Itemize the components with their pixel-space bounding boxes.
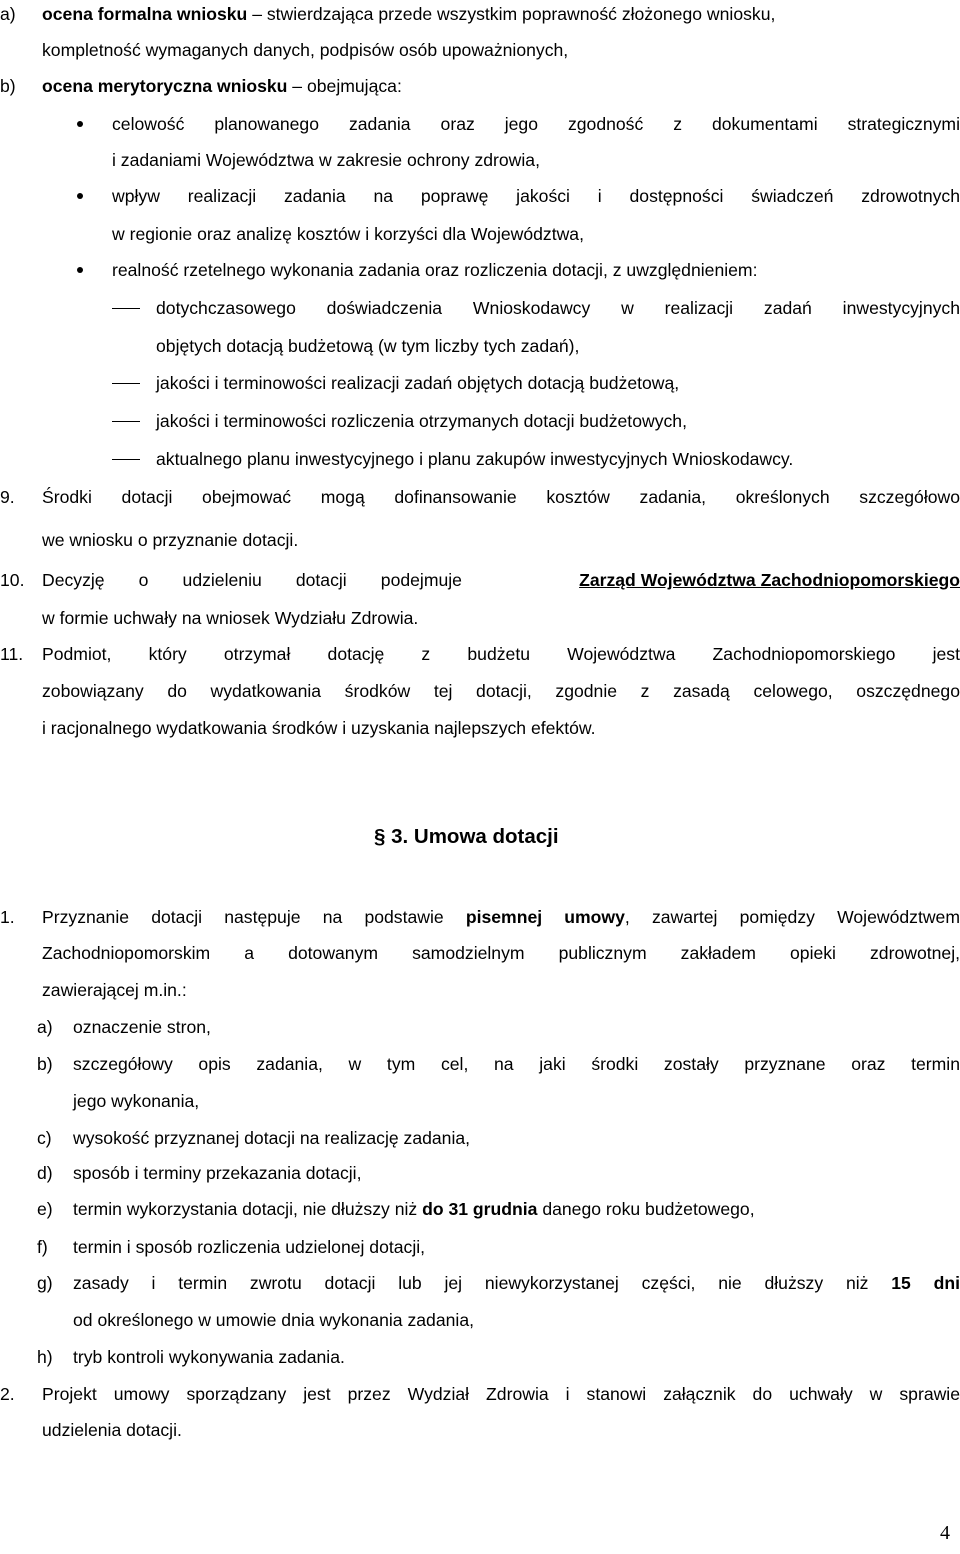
item-10-word: Decyzję <box>42 570 105 590</box>
item-11-line2: zobowiązany do wydatkowania środków tej dotacji, zgodnie z zasadą celowego, oszczędnego <box>42 681 960 701</box>
umowa-1-post: , zawartej pomiędzy Województwem <box>624 907 960 927</box>
item-b-rest: – obejmująca: <box>287 76 402 96</box>
umowa-h-text: tryb kontroli wykonywania zadania. <box>73 1347 345 1367</box>
bullet-2-line1: wpływ realizacji zadania na poprawę jakości i dostępności świadczeń zdrowotnych <box>112 186 960 206</box>
umowa-a-label: a) <box>37 1017 53 1037</box>
item-10-word: udzieleniu <box>182 570 262 590</box>
section-heading <box>374 825 559 849</box>
bullet-1-line1: celowość planowanego zadania oraz jego zgodność z dokumentami strategicznymi <box>112 114 960 134</box>
umowa-2-line1: Projekt umowy sporządzany jest przez Wydział Zdrowia i stanowi załącznik do uchwały w sprawie <box>42 1384 960 1404</box>
umowa-c-label: c) <box>37 1128 52 1148</box>
dash-1-line2: objętych dotacją budżetową (w tym liczby tych zadań), <box>156 336 580 356</box>
item-10-number: 10. <box>0 570 25 590</box>
item-10-word: podejmuje <box>380 570 462 590</box>
umowa-f-text: termin i sposób rozliczenia udzielonej dotacji, <box>73 1237 426 1257</box>
umowa-1-line3: zawierającej m.in.: <box>42 980 187 1000</box>
item-10-pre <box>42 568 462 592</box>
umowa-a-text: oznaczenie stron, <box>73 1017 211 1037</box>
bullet-1-line2: i zadaniami Województwa w zakresie ochrony zdrowia, <box>112 150 540 170</box>
dash-1-marker <box>112 308 140 309</box>
item-b-line1 <box>42 74 402 98</box>
umowa-1-pre: Przyznanie dotacji następuje na podstawie <box>42 907 466 927</box>
umowa-g-label: g) <box>37 1273 53 1293</box>
umowa-e-bold: do 31 grudnia <box>422 1199 538 1219</box>
item-11-line1: Podmiot, który otrzymał dotację z budżetu Województwa Zachodniopomorskiego jest <box>42 644 960 664</box>
umowa-d-label: d) <box>37 1163 53 1183</box>
umowa-e-pre: termin wykorzystania dotacji, nie dłuższy niż <box>73 1199 423 1219</box>
dash-4-text: aktualnego planu inwestycyjnego i planu zakupów inwestycyjnych Wnioskodawcy. <box>156 449 794 469</box>
item-11-line3: i racjonalnego wydatkowania środków i uzyskania najlepszych efektów. <box>42 718 596 738</box>
umowa-e-label: e) <box>37 1199 53 1219</box>
item-a-rest: – stwierdzająca przede wszystkim poprawność złożonego wniosku, <box>247 4 776 24</box>
umowa-h-label: h) <box>37 1347 53 1367</box>
dash-2-text: jakości i terminowości realizacji zadań objętych dotacją budżetową, <box>156 373 680 393</box>
item-10-line2: w formie uchwały na wniosek Wydziału Zdrowia. <box>42 608 419 628</box>
umowa-e-post: danego roku budżetowego, <box>537 1199 755 1219</box>
umowa-b-line1: szczegółowy opis zadania, w tym cel, na jaki środki zostały przyznane oraz termin <box>73 1054 960 1074</box>
page-number: 4 <box>940 1522 950 1544</box>
item-10-line1 <box>42 568 960 592</box>
dash-4-marker <box>112 459 140 460</box>
item-10-word: o <box>138 570 149 590</box>
umowa-1-number: 1. <box>0 907 15 927</box>
umowa-b-label: b) <box>37 1054 53 1074</box>
umowa-1-line2: Zachodniopomorskim a dotowanym samodzielnym publicznym zakładem opieki zdrowotnej, <box>42 943 960 963</box>
umowa-1-line1 <box>42 905 960 929</box>
heading-text: 3. Umowa dotacji <box>391 825 559 848</box>
item-9-number: 9. <box>0 487 15 507</box>
item-a-label: a) <box>0 4 16 24</box>
umowa-d-text: sposób i terminy przekazania dotacji, <box>73 1163 362 1183</box>
item-10-word: dotacji <box>295 570 347 590</box>
umowa-f-label: f) <box>37 1237 48 1257</box>
item-b-bold: ocena merytoryczna wniosku <box>42 76 288 96</box>
umowa-g-bold: 15 dni <box>891 1273 960 1293</box>
bullet-3-line1: realność rzetelnego wykonania zadania oraz rozliczenia dotacji, z uwzględnieniem: <box>112 260 758 280</box>
item-a-bold: ocena formalna wniosku <box>42 4 248 24</box>
item-10-bold: Zarząd Województwa Zachodniopomorskiego <box>579 570 960 590</box>
paragraph-symbol: § <box>374 825 386 848</box>
umowa-2-number: 2. <box>0 1384 15 1404</box>
bullet-2-line2: w regionie oraz analizę kosztów i korzyści dla Województwa, <box>112 224 584 244</box>
item-a-line2: kompletność wymaganych danych, podpisów osób upoważnionych, <box>42 40 569 60</box>
dash-2-marker <box>112 383 140 384</box>
item-11-number: 11. <box>0 644 24 664</box>
umowa-2-line2: udzielenia dotacji. <box>42 1420 182 1440</box>
item-9-line1: Środki dotacji obejmować mogą dofinansowanie kosztów zadania, określonych szczegółowo <box>42 487 960 507</box>
umowa-b-line2: jego wykonania, <box>73 1091 200 1111</box>
umowa-c-text: wysokość przyznanej dotacji na realizację zadania, <box>73 1128 471 1148</box>
umowa-1-bold: pisemnej umowy <box>465 907 625 927</box>
item-a-line1 <box>42 2 775 26</box>
bullet-1-marker <box>77 121 83 127</box>
dash-1-line1: dotychczasowego doświadczenia Wnioskodawcy w realizacji zadań inwestycyjnych <box>156 298 960 318</box>
bullet-2-marker <box>77 193 83 199</box>
item-b-label: b) <box>0 76 16 96</box>
umowa-g-pre: zasady i termin zwrotu dotacji lub jej niewykorzystanej części, nie dłuższy niż <box>73 1273 892 1293</box>
dash-3-text: jakości i terminowości rozliczenia otrzymanych dotacji budżetowych, <box>156 411 687 431</box>
umowa-g-line1 <box>73 1271 960 1295</box>
umowa-g-line2: od określonego w umowie dnia wykonania zadania, <box>73 1310 474 1330</box>
item-9-line2: we wniosku o przyznanie dotacji. <box>42 530 299 550</box>
dash-3-marker <box>112 421 140 422</box>
bullet-3-marker <box>77 267 83 273</box>
umowa-e-text <box>73 1197 755 1221</box>
